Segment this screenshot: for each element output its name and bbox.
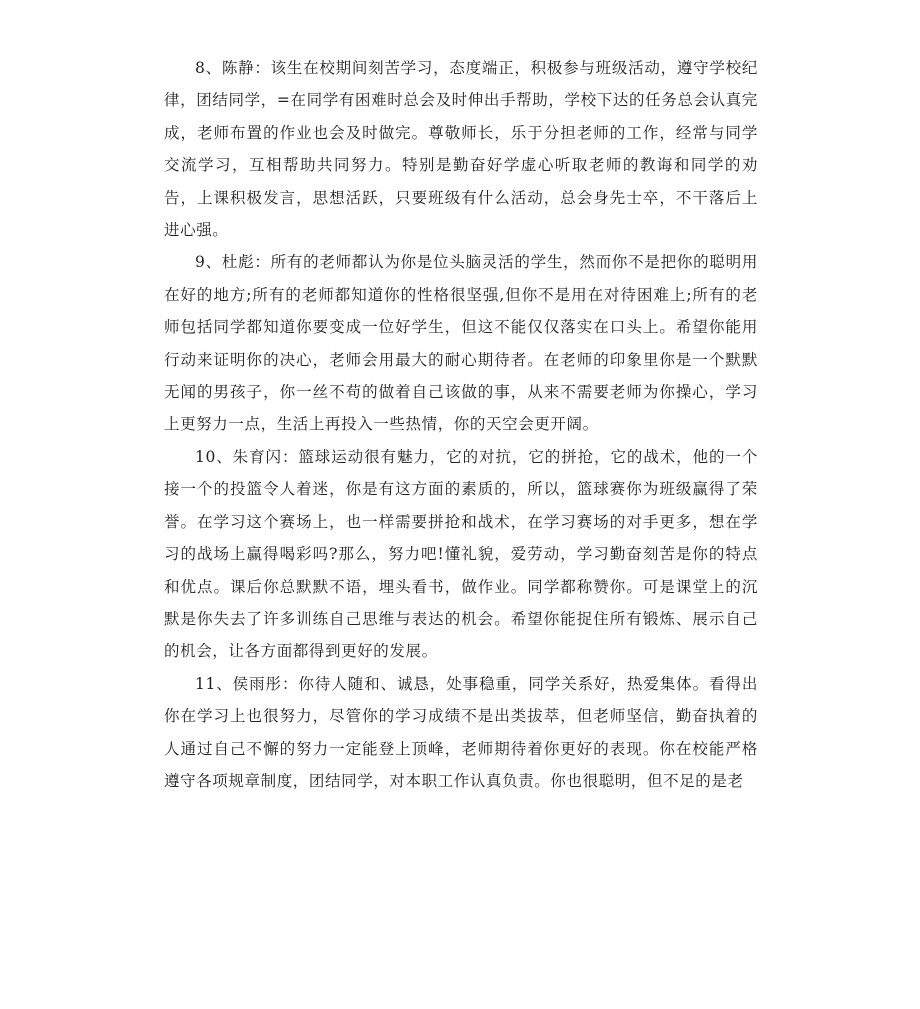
paragraph-comment-9: 9、杜彪：所有的老师都认为你是位头脑灵活的学生，然而你不是把你的聪明用在好的地方;所有的老师都知道你的性格很坚强,但你不是用在对待困难上;所有的老师包括同学都知道你要变成一位好学生，但这不能仅仅落实在口头上。希望你能用行动来证明你的决心，老师会用最大的耐心期待者。在老师的印象里你是一个默默无闻的男孩子，你一丝不苟的做着自己该做的事，从来不需要老师为你操心，学习上更努力一点，生活上再投入一些热情，你的天空会更开阔。 <box>164 253 758 434</box>
paragraph-comment-8: 8、陈静：该生在校期间刻苦学习，态度端正，积极参与班级活动，遵守学校纪律，团结同学，=在同学有困难时总会及时伸出手帮助，学校下达的任务总会认真完成，老师布置的作业也会及时做完。尊敬师长，乐于分担老师的工作，经常与同学交流学习，互相帮助共同努力。特别是勤奋好学虚心听取老师的教诲和同学的劝告，上课积极发言，思想活跃，只要班级有什么活动，总会身先士卒，不干落后上进心强。 <box>164 59 758 240</box>
document-page <box>164 52 758 797</box>
paragraph-comment-11: 11、侯雨彤：你待人随和、诚恳，处事稳重，同学关系好，热爱集体。看得出你在学习上也很努力，尽管你的学习成绩不是出类拔萃，但老师坚信，勤奋执着的人通过自己不懈的努力一定能登上顶峰，老师期待着你更好的表现。你在校能严格遵守各项规章制度，团结同学，对本职工作认真负责。你也很聪明，但不足的是老 <box>164 674 758 790</box>
paragraph-comment-10: 10、朱育闪：篮球运动很有魅力，它的对抗，它的拼抢，它的战术，他的一个接一个的投篮令人着迷，你是有这方面的素质的，所以，篮球赛你为班级赢得了荣誉。在学习这个赛场上，也一样需要拼抢和战术，在学习赛场的对手更多，想在学习的战场上赢得喝彩吗?那么，努力吧!懂礼貌，爱劳动，学习勤奋刻苦是你的特点和优点。课后你总默默不语，埋头看书，做作业。同学都称赞你。可是课堂上的沉默是你失去了许多训练自己思维与表达的机会。希望你能捉住所有锻炼、展示自己的机会，让各方面都得到更好的发展。 <box>164 447 758 661</box>
